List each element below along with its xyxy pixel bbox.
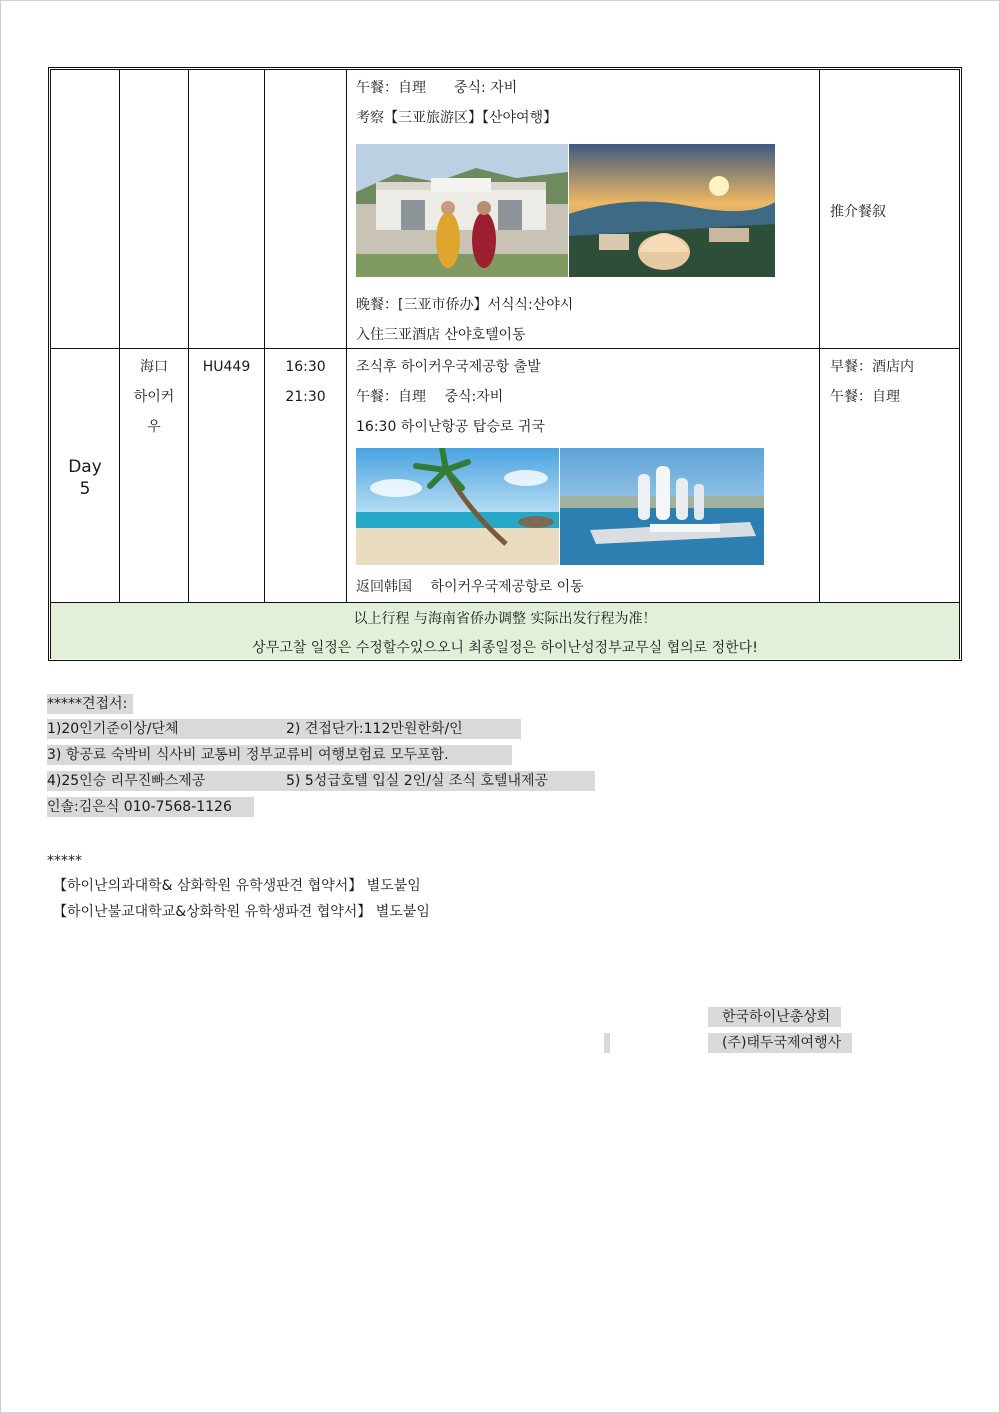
agreements-stars: ***** — [47, 853, 82, 869]
day5-breakfast: 早餐：酒店内 — [830, 359, 914, 375]
day-number: 5 — [79, 479, 91, 499]
prev-tour-line: 考察【三亚旅游区】【산야여행】 — [356, 110, 558, 126]
monks-at-temple-gate-photo — [356, 144, 568, 277]
col-divider — [346, 70, 347, 602]
day5-departure-line: 조식후 하이커우국제공항 출발 — [356, 359, 541, 375]
col-divider — [188, 70, 189, 602]
harbor-towers-photo — [560, 448, 764, 565]
flight-number: HU449 — [202, 359, 251, 375]
col-divider — [819, 70, 820, 602]
notice-line-chinese: 以上行程 与海南省侨办调整 实际出发行程为准！ — [353, 611, 657, 627]
day5-lunch: 午餐：自理 — [830, 389, 900, 405]
prev-dinner-line: 晚餐：[三亚市侨办】서식식:산야시 — [356, 297, 574, 313]
quote-heading: *****견접서: — [47, 696, 128, 712]
prev-meal-note: 推介餐叙 — [830, 204, 886, 220]
arrival-time: 21:30 — [285, 389, 326, 405]
quote-bus: 4)25인승 리무진빠스제공 — [47, 773, 206, 789]
prev-hotel-line: 入住三亚酒店 산야호텔이동 — [356, 327, 526, 343]
beach-palm-photo — [356, 448, 559, 565]
quote-group-size: 1)20인기준이상/단체 — [47, 721, 179, 737]
prev-lunch-line: 午餐：自理 중식: 자비 — [356, 80, 518, 96]
quote-hotel: 5) 5성급호텔 입실 2인/실 조식 호텔내제공 — [286, 773, 549, 789]
highlight-mark — [604, 1033, 610, 1053]
schedule-table — [48, 67, 962, 661]
itinerary-notice — [51, 602, 959, 659]
quote-unit-price: 2) 견접단가:112만원한화/인 — [286, 721, 463, 737]
row-divider — [51, 348, 959, 349]
departure-time: 16:30 — [285, 359, 326, 375]
day5-flight-line: 16:30 하이난항공 탑승로 귀국 — [356, 419, 545, 435]
day-label: Day — [68, 457, 102, 477]
quote-guide-contact: 인솔:김은식 010-7568-1126 — [47, 799, 232, 815]
quote-inclusions: 3) 항공료 숙박비 식사비 교통비 정부교류비 여행보험료 모두포함. — [47, 747, 449, 763]
sanya-resort-aerial-photo — [569, 144, 775, 277]
day5-return-line: 返回韩国 하이커우국제공항로 이동 — [356, 579, 584, 595]
city-line: 우 — [147, 419, 161, 435]
signature-org-1: 한국하이난총상회 — [722, 1009, 831, 1025]
col-divider — [264, 70, 265, 602]
col-divider — [119, 70, 120, 602]
day5-lunch-line: 午餐：自理 중식:자비 — [356, 389, 504, 405]
notice-line-korean: 상무고찰 일정은 수정할수있으오니 최종일정은 하이난성정부교무실 협의로 정한다! — [252, 640, 758, 656]
signature-org-2: (주)태두국제여행사 — [722, 1035, 842, 1051]
city-line: 海口 — [140, 359, 168, 375]
agreement-medical-college: 【하이난의과대학& 삼화학원 유학생판견 협약서】 별도붙임 — [53, 878, 421, 894]
city-line: 하이커 — [133, 389, 175, 405]
agreement-buddhist-college: 【하이난불교대학교&상화학원 유학생파견 협약서】 별도붙임 — [53, 904, 430, 920]
